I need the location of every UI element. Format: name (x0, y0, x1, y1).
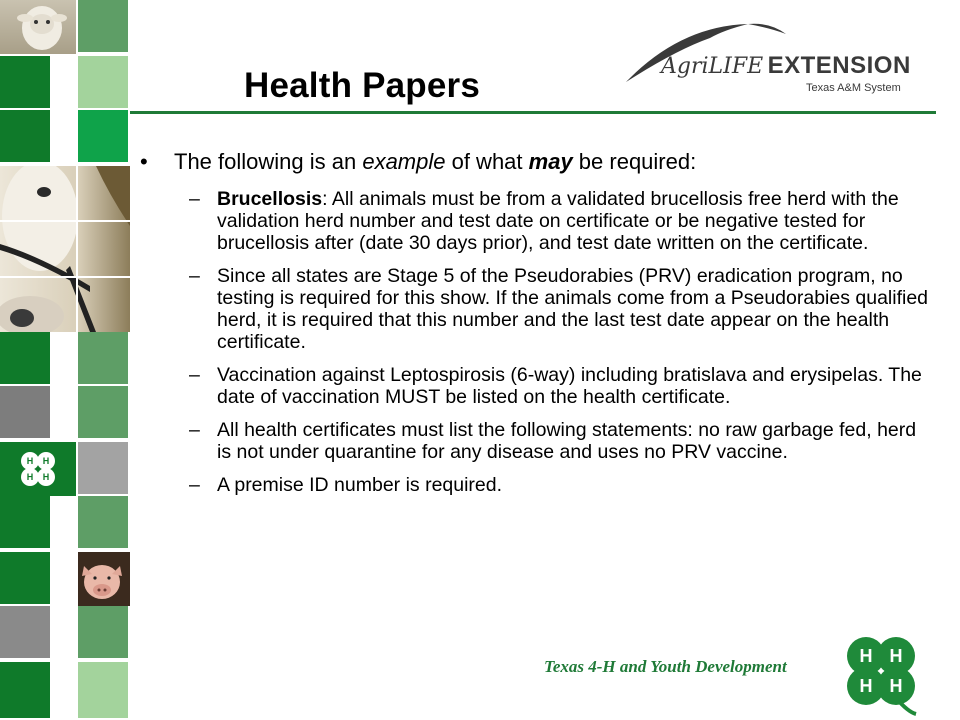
four-h-clover-tile (0, 442, 76, 496)
slide-content (140, 148, 930, 507)
sub-bullet-text (217, 474, 930, 496)
sub-bullet-body: All health certificates must list the following statements: no raw garbage fed, herd is not under quarantine for any disease and uses no PRV vaccine. (217, 419, 917, 463)
svg-text:H: H (889, 646, 903, 666)
lamb-photo (0, 0, 76, 54)
dash-symbol: – (189, 188, 200, 210)
mosaic-tile (78, 606, 130, 660)
mosaic-tile (0, 496, 52, 550)
list-item (189, 474, 930, 496)
dash-symbol: – (189, 364, 200, 386)
mosaic-tile (78, 442, 130, 496)
dash-symbol: – (189, 474, 200, 496)
mosaic-tile (78, 56, 130, 110)
sub-bullet-body: Vaccination against Leptospirosis (6-way) including bratislava and erysipelas. The date of vaccination MUST be listed on the health certificate. (217, 364, 922, 408)
sub-bullet-text (217, 265, 930, 353)
mosaic-tile (78, 332, 130, 386)
sub-bullet-body: : All animals must be from a validated brucellosis free herd with the validation herd number and test date on certificate or be negative tested for brucellosis after (date 30 days prior), and test date written on the certificate. (217, 188, 899, 254)
title-divider (130, 111, 936, 114)
list-item (189, 364, 930, 408)
mosaic-tile (78, 496, 130, 550)
list-item (189, 419, 930, 463)
sub-bullet-body: Since all states are Stage 5 of the Pseudorabies (PRV) eradication program, no testing is required for this show. If the animals come from a Pseudorabies qualified herd, it is required that this number and the last test date appear on the health certificate. (217, 265, 929, 353)
mosaic-tile (78, 110, 130, 164)
mosaic-tile (78, 0, 130, 54)
cow-photo (0, 166, 130, 332)
main-bullet-part: be required: (572, 149, 697, 174)
agrilife-logo (620, 20, 920, 100)
sub-bullet-body: A premise ID number is required. (217, 474, 503, 496)
logo-wordmark (661, 52, 911, 80)
main-bullet-text (174, 148, 930, 176)
logo-extension-text: EXTENSION (767, 52, 911, 79)
mosaic-tile (0, 332, 52, 386)
mosaic-tile (0, 110, 52, 164)
sub-bullet-text (217, 364, 930, 408)
main-bullet-part: of what (445, 149, 529, 174)
logo-agrilife-text: AgriLIFE (661, 54, 764, 79)
main-bullet (140, 148, 930, 176)
svg-text:H: H (889, 676, 903, 696)
svg-text:H: H (42, 472, 50, 482)
page-title: Health Papers (244, 66, 481, 105)
svg-text:H: H (42, 456, 50, 466)
svg-text:H: H (859, 676, 873, 696)
mosaic-tile (0, 386, 52, 440)
sub-bullet-list (189, 188, 930, 496)
list-item (189, 188, 930, 254)
main-bullet-bold-italic: may (528, 149, 573, 174)
dash-symbol: – (189, 265, 200, 287)
left-mosaic (0, 0, 130, 720)
svg-text:H: H (859, 646, 873, 666)
mosaic-tile (0, 56, 52, 110)
main-bullet-part: The following is an (174, 149, 363, 174)
pig-photo (78, 552, 130, 606)
bullet-symbol: • (140, 149, 148, 174)
sub-bullet-text (217, 419, 930, 463)
sub-bullet-bold: Brucellosis (217, 188, 323, 210)
list-item (189, 265, 930, 353)
dash-symbol: – (189, 419, 200, 441)
svg-text:H: H (26, 456, 34, 466)
sub-bullet-text (217, 188, 930, 254)
mosaic-tile (78, 386, 130, 440)
footer-text: Texas 4-H and Youth Development (544, 657, 787, 676)
logo-subtitle: Texas A&M System (806, 82, 901, 94)
main-bullet-italic: example (362, 149, 446, 174)
mosaic-tile (78, 662, 130, 720)
four-h-clover-icon (836, 628, 926, 718)
mosaic-tile (0, 606, 52, 660)
mosaic-tile (0, 552, 52, 606)
svg-text:H: H (26, 472, 34, 482)
four-h-clover-icon (0, 442, 76, 496)
mosaic-tile (0, 662, 52, 720)
